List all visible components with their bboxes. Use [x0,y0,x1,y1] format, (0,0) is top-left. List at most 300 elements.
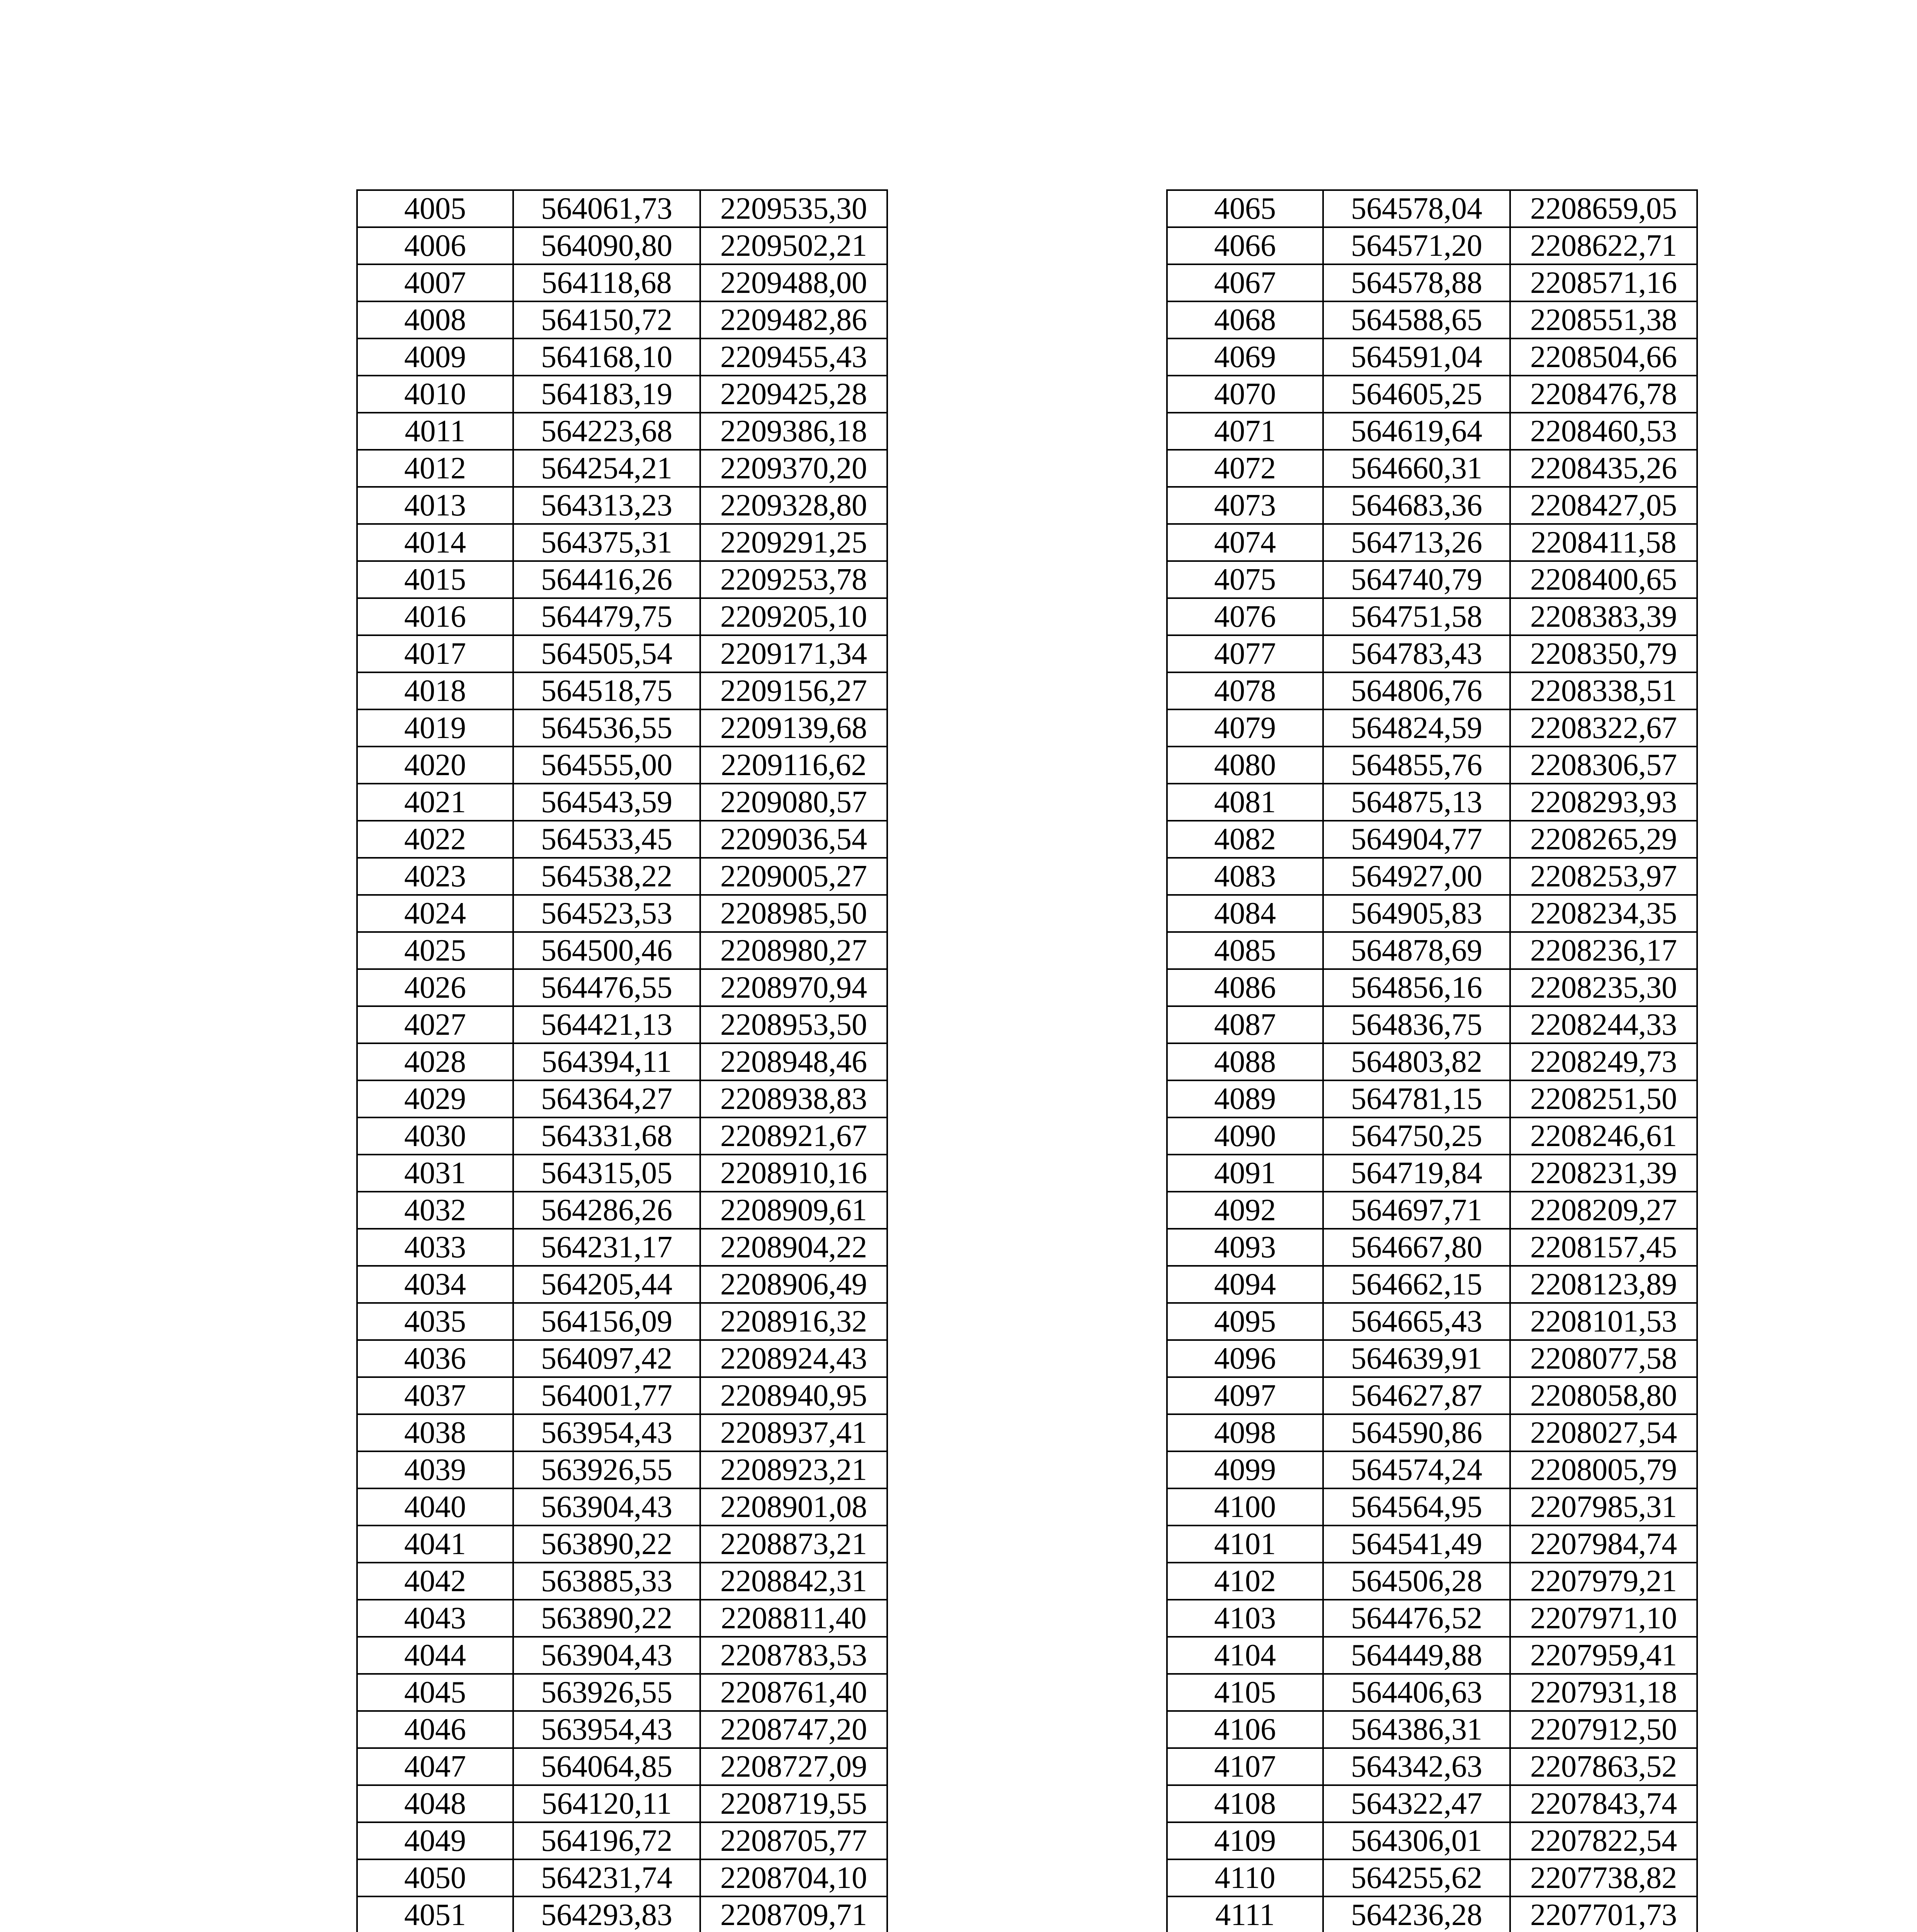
table-row [1167,1340,1697,1377]
y-coordinate-cell: 2209171,34 [700,635,887,672]
x-coordinate-cell: 564322,47 [1323,1785,1510,1822]
point-number-cell: 4035 [357,1303,513,1340]
point-number-cell: 4045 [357,1674,513,1711]
point-number-cell: 4065 [1167,190,1323,227]
x-coordinate-cell: 564751,58 [1323,598,1510,635]
y-coordinate-cell: 2208249,73 [1510,1043,1697,1080]
point-number-cell: 4100 [1167,1488,1323,1526]
point-number-cell: 4039 [357,1451,513,1488]
point-number-cell: 4086 [1167,969,1323,1006]
table-row [1167,190,1697,227]
x-coordinate-cell: 564719,84 [1323,1155,1510,1192]
table-row [357,672,887,709]
y-coordinate-cell: 2209502,21 [700,227,887,264]
x-coordinate-cell: 564449,88 [1323,1637,1510,1674]
x-coordinate-cell: 564231,17 [513,1229,700,1266]
y-coordinate-cell: 2208910,16 [700,1155,887,1192]
point-number-cell: 4104 [1167,1637,1323,1674]
x-coordinate-cell: 564306,01 [1323,1822,1510,1859]
table-row [1167,1043,1697,1080]
x-coordinate-cell: 563954,43 [513,1414,700,1451]
y-coordinate-cell: 2208940,95 [700,1377,887,1414]
x-coordinate-cell: 564331,68 [513,1117,700,1155]
table-row [1167,338,1697,376]
y-coordinate-cell: 2208916,32 [700,1303,887,1340]
x-coordinate-cell: 563890,22 [513,1600,700,1637]
y-coordinate-cell: 2207701,73 [1510,1896,1697,1932]
point-number-cell: 4033 [357,1229,513,1266]
y-coordinate-cell: 2208904,22 [700,1229,887,1266]
y-coordinate-cell: 2209488,00 [700,264,887,301]
x-coordinate-cell: 564375,31 [513,524,700,561]
table-row [357,821,887,858]
point-number-cell: 4021 [357,784,513,821]
coordinates-table-right-body [1167,190,1697,1932]
x-coordinate-cell: 564231,74 [513,1859,700,1896]
point-number-cell: 4006 [357,227,513,264]
y-coordinate-cell: 2208253,97 [1510,858,1697,895]
table-row [357,1488,887,1526]
y-coordinate-cell: 2207931,18 [1510,1674,1697,1711]
table-row [1167,1303,1697,1340]
y-coordinate-cell: 2208622,71 [1510,227,1697,264]
table-row [1167,524,1697,561]
point-number-cell: 4031 [357,1155,513,1192]
point-number-cell: 4070 [1167,376,1323,413]
point-number-cell: 4097 [1167,1377,1323,1414]
point-number-cell: 4038 [357,1414,513,1451]
x-coordinate-cell: 564740,79 [1323,561,1510,598]
x-coordinate-cell: 564541,49 [1323,1526,1510,1563]
point-number-cell: 4068 [1167,301,1323,338]
table-row [1167,264,1697,301]
point-number-cell: 4072 [1167,450,1323,487]
y-coordinate-cell: 2208761,40 [700,1674,887,1711]
y-coordinate-cell: 2209036,54 [700,821,887,858]
y-coordinate-cell: 2208571,16 [1510,264,1697,301]
table-row [357,524,887,561]
y-coordinate-cell: 2208383,39 [1510,598,1697,635]
point-number-cell: 4017 [357,635,513,672]
y-coordinate-cell: 2207822,54 [1510,1822,1697,1859]
x-coordinate-cell: 564364,27 [513,1080,700,1117]
point-number-cell: 4096 [1167,1340,1323,1377]
x-coordinate-cell: 564386,31 [1323,1711,1510,1748]
table-row [357,784,887,821]
table-row [357,1080,887,1117]
point-number-cell: 4032 [357,1192,513,1229]
point-number-cell: 4044 [357,1637,513,1674]
y-coordinate-cell: 2208970,94 [700,969,887,1006]
y-coordinate-cell: 2208504,66 [1510,338,1697,376]
point-number-cell: 4109 [1167,1822,1323,1859]
point-number-cell: 4037 [357,1377,513,1414]
point-number-cell: 4013 [357,487,513,524]
x-coordinate-cell: 564500,46 [513,932,700,969]
table-row [1167,1896,1697,1932]
table-row [357,1785,887,1822]
table-row [1167,561,1697,598]
x-coordinate-cell: 564627,87 [1323,1377,1510,1414]
table-row [357,1377,887,1414]
y-coordinate-cell: 2208705,77 [700,1822,887,1859]
y-coordinate-cell: 2209116,62 [700,747,887,784]
y-coordinate-cell: 2208476,78 [1510,376,1697,413]
y-coordinate-cell: 2208306,57 [1510,747,1697,784]
table-row [1167,1822,1697,1859]
x-coordinate-cell: 564824,59 [1323,709,1510,747]
table-row [357,747,887,784]
x-coordinate-cell: 564236,28 [1323,1896,1510,1932]
x-coordinate-cell: 564875,13 [1323,784,1510,821]
point-number-cell: 4099 [1167,1451,1323,1488]
y-coordinate-cell: 2208234,35 [1510,895,1697,932]
point-number-cell: 4022 [357,821,513,858]
y-coordinate-cell: 2208985,50 [700,895,887,932]
y-coordinate-cell: 2209205,10 [700,598,887,635]
table-row [357,635,887,672]
table-row [1167,1229,1697,1266]
table-row [357,264,887,301]
table-row [357,598,887,635]
point-number-cell: 4102 [1167,1563,1323,1600]
point-number-cell: 4049 [357,1822,513,1859]
y-coordinate-cell: 2208077,58 [1510,1340,1697,1377]
x-coordinate-cell: 564315,05 [513,1155,700,1192]
x-coordinate-cell: 564196,72 [513,1822,700,1859]
y-coordinate-cell: 2208101,53 [1510,1303,1697,1340]
y-coordinate-cell: 2209386,18 [700,413,887,450]
y-coordinate-cell: 2207912,50 [1510,1711,1697,1748]
y-coordinate-cell: 2209455,43 [700,338,887,376]
table-row [357,1859,887,1896]
point-number-cell: 4076 [1167,598,1323,635]
table-row [357,858,887,895]
point-number-cell: 4012 [357,450,513,487]
y-coordinate-cell: 2207979,21 [1510,1563,1697,1600]
table-row [357,1117,887,1155]
table-row [1167,709,1697,747]
y-coordinate-cell: 2207738,82 [1510,1859,1697,1896]
table-row [357,1822,887,1859]
table-row [1167,1748,1697,1785]
table-row [1167,1637,1697,1674]
y-coordinate-cell: 2208901,08 [700,1488,887,1526]
table-row [1167,784,1697,821]
x-coordinate-cell: 564286,26 [513,1192,700,1229]
point-number-cell: 4025 [357,932,513,969]
y-coordinate-cell: 2209253,78 [700,561,887,598]
point-number-cell: 4090 [1167,1117,1323,1155]
table-row [1167,1488,1697,1526]
table-row [357,450,887,487]
y-coordinate-cell: 2208251,50 [1510,1080,1697,1117]
point-number-cell: 4047 [357,1748,513,1785]
x-coordinate-cell: 564878,69 [1323,932,1510,969]
y-coordinate-cell: 2208923,21 [700,1451,887,1488]
y-coordinate-cell: 2208005,79 [1510,1451,1697,1488]
y-coordinate-cell: 2208709,71 [700,1896,887,1932]
x-coordinate-cell: 564342,63 [1323,1748,1510,1785]
x-coordinate-cell: 564255,62 [1323,1859,1510,1896]
table-row [1167,858,1697,895]
x-coordinate-cell: 564533,45 [513,821,700,858]
point-number-cell: 4106 [1167,1711,1323,1748]
y-coordinate-cell: 2208322,67 [1510,709,1697,747]
point-number-cell: 4010 [357,376,513,413]
x-coordinate-cell: 564523,53 [513,895,700,932]
y-coordinate-cell: 2207971,10 [1510,1600,1697,1637]
x-coordinate-cell: 564590,86 [1323,1414,1510,1451]
point-number-cell: 4110 [1167,1859,1323,1896]
table-row [357,1896,887,1932]
table-row [357,1043,887,1080]
point-number-cell: 4087 [1167,1006,1323,1043]
table-row [1167,1192,1697,1229]
point-number-cell: 4079 [1167,709,1323,747]
table-row [357,1006,887,1043]
point-number-cell: 4074 [1167,524,1323,561]
table-row [1167,895,1697,932]
table-row [1167,672,1697,709]
coordinates-table-right [1166,189,1698,1932]
point-number-cell: 4093 [1167,1229,1323,1266]
x-coordinate-cell: 564571,20 [1323,227,1510,264]
point-number-cell: 4042 [357,1563,513,1600]
point-number-cell: 4111 [1167,1896,1323,1932]
x-coordinate-cell: 564479,75 [513,598,700,635]
y-coordinate-cell: 2208058,80 [1510,1377,1697,1414]
table-row [1167,301,1697,338]
y-coordinate-cell: 2209005,27 [700,858,887,895]
y-coordinate-cell: 2208980,27 [700,932,887,969]
x-coordinate-cell: 564120,11 [513,1785,700,1822]
table-row [1167,227,1697,264]
x-coordinate-cell: 564856,16 [1323,969,1510,1006]
x-coordinate-cell: 564665,43 [1323,1303,1510,1340]
point-number-cell: 4069 [1167,338,1323,376]
table-row [1167,1674,1697,1711]
table-row [1167,376,1697,413]
x-coordinate-cell: 564536,55 [513,709,700,747]
point-number-cell: 4085 [1167,932,1323,969]
point-number-cell: 4011 [357,413,513,450]
point-number-cell: 4080 [1167,747,1323,784]
y-coordinate-cell: 2208842,31 [700,1563,887,1600]
point-number-cell: 4094 [1167,1266,1323,1303]
x-coordinate-cell: 564605,25 [1323,376,1510,413]
point-number-cell: 4048 [357,1785,513,1822]
y-coordinate-cell: 2208244,33 [1510,1006,1697,1043]
table-row [1167,1080,1697,1117]
point-number-cell: 4027 [357,1006,513,1043]
point-number-cell: 4015 [357,561,513,598]
point-number-cell: 4050 [357,1859,513,1896]
table-row [1167,1006,1697,1043]
table-row [1167,747,1697,784]
x-coordinate-cell: 564416,26 [513,561,700,598]
point-number-cell: 4046 [357,1711,513,1748]
x-coordinate-cell: 564150,72 [513,301,700,338]
table-row [357,1674,887,1711]
x-coordinate-cell: 564578,04 [1323,190,1510,227]
x-coordinate-cell: 564591,04 [1323,338,1510,376]
point-number-cell: 4029 [357,1080,513,1117]
table-row [1167,1377,1697,1414]
point-number-cell: 4078 [1167,672,1323,709]
table-row [357,1155,887,1192]
x-coordinate-cell: 564697,71 [1323,1192,1510,1229]
table-row [357,1414,887,1451]
y-coordinate-cell: 2207843,74 [1510,1785,1697,1822]
table-row [357,1563,887,1600]
x-coordinate-cell: 564394,11 [513,1043,700,1080]
y-coordinate-cell: 2208411,58 [1510,524,1697,561]
table-row [1167,1155,1697,1192]
point-number-cell: 4105 [1167,1674,1323,1711]
y-coordinate-cell: 2207984,74 [1510,1526,1697,1563]
point-number-cell: 4014 [357,524,513,561]
table-row [357,1266,887,1303]
point-number-cell: 4092 [1167,1192,1323,1229]
table-row [1167,1859,1697,1896]
table-row [1167,1600,1697,1637]
x-coordinate-cell: 564588,65 [1323,301,1510,338]
point-number-cell: 4043 [357,1600,513,1637]
point-number-cell: 4083 [1167,858,1323,895]
x-coordinate-cell: 564313,23 [513,487,700,524]
x-coordinate-cell: 564097,42 [513,1340,700,1377]
table-row [357,709,887,747]
point-number-cell: 4034 [357,1266,513,1303]
x-coordinate-cell: 564476,52 [1323,1600,1510,1637]
point-number-cell: 4030 [357,1117,513,1155]
point-number-cell: 4075 [1167,561,1323,598]
y-coordinate-cell: 2208938,83 [700,1080,887,1117]
y-coordinate-cell: 2208873,21 [700,1526,887,1563]
y-coordinate-cell: 2208906,49 [700,1266,887,1303]
x-coordinate-cell: 564619,64 [1323,413,1510,450]
point-number-cell: 4077 [1167,635,1323,672]
table-row [357,1526,887,1563]
y-coordinate-cell: 2209080,57 [700,784,887,821]
table-row [357,1711,887,1748]
y-coordinate-cell: 2208027,54 [1510,1414,1697,1451]
x-coordinate-cell: 564667,80 [1323,1229,1510,1266]
table-row [1167,1414,1697,1451]
point-number-cell: 4082 [1167,821,1323,858]
point-number-cell: 4023 [357,858,513,895]
x-coordinate-cell: 564064,85 [513,1748,700,1785]
x-coordinate-cell: 563885,33 [513,1563,700,1600]
point-number-cell: 4041 [357,1526,513,1563]
x-coordinate-cell: 564803,82 [1323,1043,1510,1080]
table-row [357,895,887,932]
y-coordinate-cell: 2208265,29 [1510,821,1697,858]
table-row [357,1600,887,1637]
y-coordinate-cell: 2208921,67 [700,1117,887,1155]
point-number-cell: 4005 [357,190,513,227]
y-coordinate-cell: 2208551,38 [1510,301,1697,338]
y-coordinate-cell: 2208246,61 [1510,1117,1697,1155]
point-number-cell: 4009 [357,338,513,376]
x-coordinate-cell: 564090,80 [513,227,700,264]
x-coordinate-cell: 564750,25 [1323,1117,1510,1155]
y-coordinate-cell: 2209535,30 [700,190,887,227]
point-number-cell: 4089 [1167,1080,1323,1117]
table-row [357,301,887,338]
y-coordinate-cell: 2208293,93 [1510,784,1697,821]
y-coordinate-cell: 2208236,17 [1510,932,1697,969]
y-coordinate-cell: 2208460,53 [1510,413,1697,450]
point-number-cell: 4098 [1167,1414,1323,1451]
x-coordinate-cell: 564639,91 [1323,1340,1510,1377]
x-coordinate-cell: 563954,43 [513,1711,700,1748]
point-number-cell: 4026 [357,969,513,1006]
table-row [357,561,887,598]
x-coordinate-cell: 564836,75 [1323,1006,1510,1043]
x-coordinate-cell: 564543,59 [513,784,700,821]
table-row [357,1340,887,1377]
point-number-cell: 4007 [357,264,513,301]
point-number-cell: 4088 [1167,1043,1323,1080]
x-coordinate-cell: 564662,15 [1323,1266,1510,1303]
y-coordinate-cell: 2208953,50 [700,1006,887,1043]
table-row [357,413,887,450]
point-number-cell: 4024 [357,895,513,932]
point-number-cell: 4107 [1167,1748,1323,1785]
table-row [357,932,887,969]
y-coordinate-cell: 2208435,26 [1510,450,1697,487]
point-number-cell: 4067 [1167,264,1323,301]
x-coordinate-cell: 563904,43 [513,1488,700,1526]
y-coordinate-cell: 2208747,20 [700,1711,887,1748]
y-coordinate-cell: 2208719,55 [700,1785,887,1822]
point-number-cell: 4081 [1167,784,1323,821]
x-coordinate-cell: 564293,83 [513,1896,700,1932]
x-coordinate-cell: 564254,21 [513,450,700,487]
x-coordinate-cell: 564578,88 [1323,264,1510,301]
table-row [1167,635,1697,672]
table-row [357,1303,887,1340]
table-row [357,1637,887,1674]
point-number-cell: 4051 [357,1896,513,1932]
table-row [1167,1563,1697,1600]
x-coordinate-cell: 564905,83 [1323,895,1510,932]
y-coordinate-cell: 2208924,43 [700,1340,887,1377]
y-coordinate-cell: 2209482,86 [700,301,887,338]
table-row [1167,1117,1697,1155]
x-coordinate-cell: 564564,95 [1323,1488,1510,1526]
table-row [1167,450,1697,487]
x-coordinate-cell: 564183,19 [513,376,700,413]
y-coordinate-cell: 2208338,51 [1510,672,1697,709]
x-coordinate-cell: 564855,76 [1323,747,1510,784]
table-row [1167,1266,1697,1303]
point-number-cell: 4008 [357,301,513,338]
y-coordinate-cell: 2209370,20 [700,450,887,487]
y-coordinate-cell: 2208123,89 [1510,1266,1697,1303]
point-number-cell: 4066 [1167,227,1323,264]
y-coordinate-cell: 2207863,52 [1510,1748,1697,1785]
x-coordinate-cell: 564156,09 [513,1303,700,1340]
x-coordinate-cell: 564223,68 [513,413,700,450]
x-coordinate-cell: 564406,63 [1323,1674,1510,1711]
x-coordinate-cell: 564555,00 [513,747,700,784]
x-coordinate-cell: 564574,24 [1323,1451,1510,1488]
coordinates-table-left-body [357,190,887,1932]
table-row [357,190,887,227]
